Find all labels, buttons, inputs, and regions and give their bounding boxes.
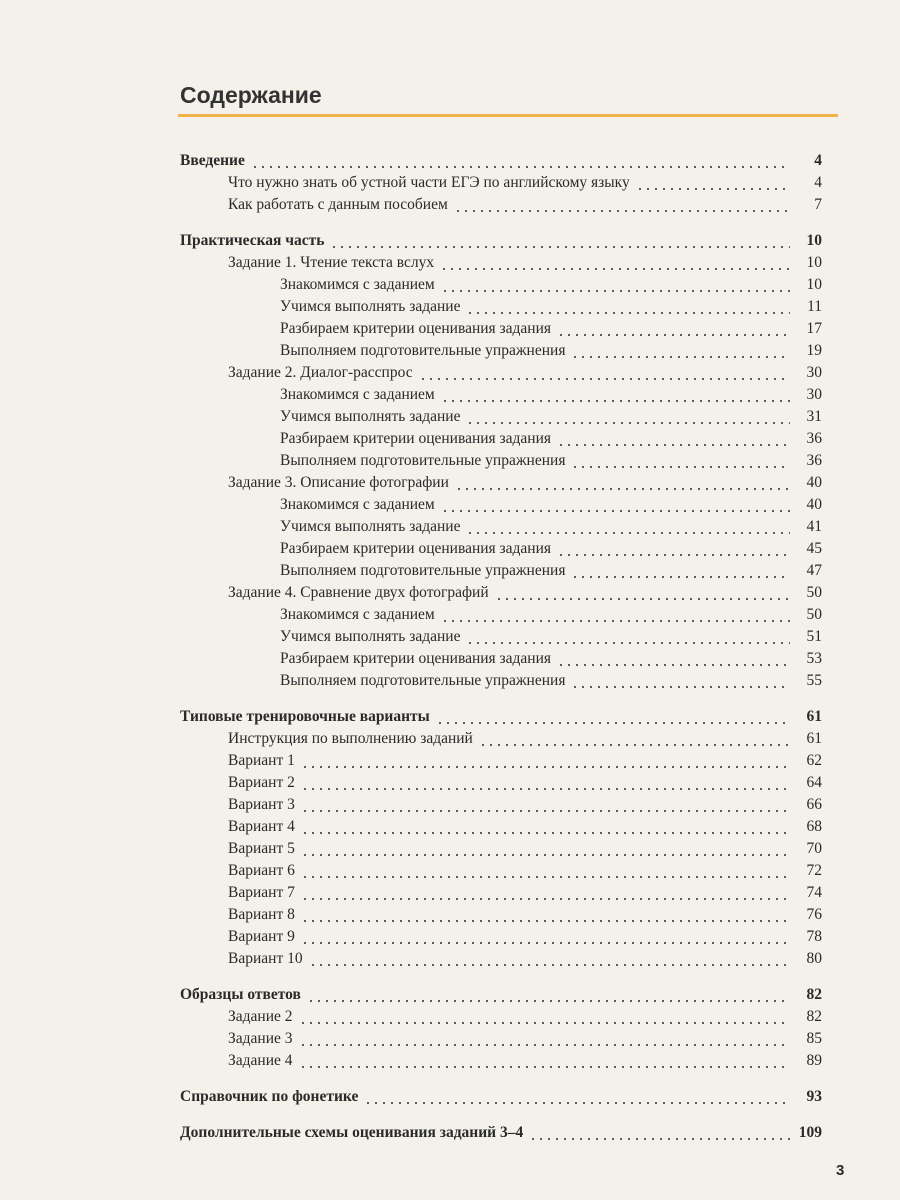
entry-page: 78 — [806, 928, 822, 945]
entry-title: Разбираем критерии оценивания задания — [280, 430, 552, 447]
toc-entry[interactable] — [180, 838, 822, 860]
dot-leader — [301, 794, 790, 816]
entry-title: Задание 3 — [228, 1030, 293, 1047]
entry-title: Учимся выполнять задание — [280, 298, 461, 315]
entry-page: 36 — [806, 452, 822, 469]
entry-page: 70 — [806, 840, 822, 857]
entry-title: Знакомимся с заданием — [280, 606, 435, 623]
toc-entry[interactable] — [180, 472, 822, 494]
entry-page: 30 — [806, 386, 822, 403]
entry-page: 30 — [806, 364, 822, 381]
toc-section — [180, 146, 822, 216]
entry-title: Справочник по фонетике — [180, 1088, 359, 1105]
entry-page: 41 — [806, 518, 822, 535]
entry-page: 61 — [806, 730, 822, 747]
dot-leader — [557, 428, 790, 450]
dot-leader — [299, 1050, 790, 1072]
dot-leader — [309, 948, 790, 970]
dot-leader — [307, 984, 790, 1006]
entry-page: 4 — [814, 174, 822, 191]
toc-entry[interactable] — [180, 772, 822, 794]
toc-entry[interactable] — [180, 860, 822, 882]
entry-title: Задание 4 — [228, 1052, 293, 1069]
entry-title: Учимся выполнять задание — [280, 518, 461, 535]
toc-section-heading[interactable] — [180, 980, 822, 1006]
toc-entry[interactable] — [180, 516, 822, 538]
dot-leader — [529, 1122, 790, 1144]
toc-entry[interactable] — [180, 604, 822, 626]
toc-section — [180, 980, 822, 1072]
entry-page: 93 — [806, 1088, 822, 1105]
toc-entry[interactable] — [180, 750, 822, 772]
entry-title: Учимся выполнять задание — [280, 408, 461, 425]
entry-title: Как работать с данным пособием — [228, 196, 448, 213]
dot-leader — [441, 604, 790, 626]
toc-entry[interactable] — [180, 362, 822, 384]
entry-page: 68 — [806, 818, 822, 835]
entry-page: 74 — [806, 884, 822, 901]
toc-entry[interactable] — [180, 882, 822, 904]
entry-page: 61 — [806, 708, 822, 725]
entry-title: Знакомимся с заданием — [280, 386, 435, 403]
toc-section — [180, 1118, 822, 1144]
entry-title: Вариант 3 — [228, 796, 295, 813]
toc-entry[interactable] — [180, 428, 822, 450]
dot-leader — [557, 648, 790, 670]
entry-page: 82 — [806, 986, 822, 1003]
dot-leader — [441, 274, 790, 296]
entry-title: Задание 1. Чтение текста вслух — [228, 254, 435, 271]
toc-entry[interactable] — [180, 274, 822, 296]
toc-section-heading[interactable] — [180, 226, 822, 252]
entry-page: 10 — [806, 276, 822, 293]
toc-section — [180, 702, 822, 970]
entry-title: Задание 2. Диалог-расспрос — [228, 364, 413, 381]
entry-page: 40 — [806, 496, 822, 513]
entry-page: 66 — [806, 796, 822, 813]
dot-leader — [571, 450, 790, 472]
entry-title: Вариант 5 — [228, 840, 295, 857]
entry-page: 10 — [806, 232, 822, 249]
entry-page: 10 — [806, 254, 822, 271]
entry-title: Вариант 4 — [228, 818, 295, 835]
toc-entry[interactable] — [180, 948, 822, 970]
entry-page: 11 — [807, 298, 822, 315]
entry-page: 36 — [806, 430, 822, 447]
toc-entry[interactable] — [180, 794, 822, 816]
page-title: Содержание — [180, 82, 322, 108]
entry-page: 53 — [806, 650, 822, 667]
entry-page: 31 — [806, 408, 822, 425]
entry-page: 72 — [806, 862, 822, 879]
entry-title: Вариант 7 — [228, 884, 295, 901]
toc-entry[interactable] — [180, 384, 822, 406]
toc-section-heading[interactable] — [180, 702, 822, 728]
dot-leader — [301, 816, 790, 838]
entry-page: 50 — [806, 584, 822, 601]
title-underline — [178, 114, 838, 117]
dot-leader — [466, 516, 790, 538]
toc-entry[interactable] — [180, 582, 822, 604]
entry-title: Вариант 9 — [228, 928, 295, 945]
entry-title: Выполняем подготовительные упражнения — [280, 342, 566, 359]
entry-page: 80 — [806, 950, 822, 967]
entry-title: Разбираем критерии оценивания задания — [280, 650, 552, 667]
entry-title: Образцы ответов — [180, 986, 301, 1003]
entry-title: Введение — [180, 152, 245, 169]
dot-leader — [441, 494, 790, 516]
entry-title: Выполняем подготовительные упражнения — [280, 672, 566, 689]
entry-page: 40 — [806, 474, 822, 491]
toc-entry[interactable] — [180, 816, 822, 838]
toc-entry[interactable] — [180, 538, 822, 560]
entry-title: Дополнительные схемы оценивания заданий 3–4 — [180, 1124, 524, 1141]
entry-title: Инструкция по выполнению заданий — [228, 730, 473, 747]
dot-leader — [299, 1028, 790, 1050]
entry-title: Вариант 2 — [228, 774, 295, 791]
entry-title: Разбираем критерии оценивания задания — [280, 540, 552, 557]
dot-leader — [636, 172, 790, 194]
dot-leader — [571, 670, 790, 692]
dot-leader — [571, 560, 790, 582]
dot-leader — [466, 406, 790, 428]
toc-section-heading[interactable] — [180, 1118, 822, 1144]
entry-title: Знакомимся с заданием — [280, 276, 435, 293]
toc-entry[interactable] — [180, 494, 822, 516]
toc-entry[interactable] — [180, 670, 822, 692]
toc-section — [180, 226, 822, 692]
entry-page: 76 — [806, 906, 822, 923]
dot-leader — [301, 750, 790, 772]
entry-title: Выполняем подготовительные упражнения — [280, 452, 566, 469]
entry-page: 50 — [806, 606, 822, 623]
toc-section — [180, 1082, 822, 1108]
toc-section-heading[interactable] — [180, 146, 822, 172]
entry-title: Задание 2 — [228, 1008, 293, 1025]
dot-leader — [571, 340, 790, 362]
dot-leader — [301, 926, 790, 948]
dot-leader — [364, 1086, 790, 1108]
entry-title: Задание 3. Описание фотографии — [228, 474, 449, 491]
entry-title: Выполняем подготовительные упражнения — [280, 562, 566, 579]
toc-entry[interactable] — [180, 406, 822, 428]
entry-title: Вариант 6 — [228, 862, 295, 879]
table-of-contents — [180, 146, 822, 1154]
dot-leader — [454, 194, 790, 216]
entry-title: Вариант 8 — [228, 906, 295, 923]
toc-entry[interactable] — [180, 450, 822, 472]
entry-page: 47 — [806, 562, 822, 579]
entry-page: 64 — [806, 774, 822, 791]
toc-entry[interactable] — [180, 648, 822, 670]
entry-title: Задание 4. Сравнение двух фотографий — [228, 584, 489, 601]
entry-title: Практическая часть — [180, 232, 325, 249]
toc-entry[interactable] — [180, 296, 822, 318]
entry-page: 82 — [806, 1008, 822, 1025]
toc-entry[interactable] — [180, 626, 822, 648]
entry-title: Разбираем критерии оценивания задания — [280, 320, 552, 337]
entry-title: Учимся выполнять задание — [280, 628, 461, 645]
entry-title: Вариант 1 — [228, 752, 295, 769]
dot-leader — [301, 838, 790, 860]
dot-leader — [479, 728, 790, 750]
page-number: 3 — [836, 1162, 845, 1179]
entry-page: 19 — [806, 342, 822, 359]
entry-title: Что нужно знать об устной части ЕГЭ по английскому языку — [228, 174, 630, 191]
entry-page: 89 — [806, 1052, 822, 1069]
dot-leader — [440, 252, 790, 274]
entry-page: 45 — [806, 540, 822, 557]
entry-page: 109 — [798, 1124, 822, 1141]
toc-entry[interactable] — [180, 904, 822, 926]
toc-entry[interactable] — [180, 1028, 822, 1050]
toc-entry[interactable] — [180, 1006, 822, 1028]
toc-section-heading[interactable] — [180, 1082, 822, 1108]
entry-title: Типовые тренировочные варианты — [180, 708, 430, 725]
entry-page: 62 — [806, 752, 822, 769]
dot-leader — [419, 362, 790, 384]
entry-page: 7 — [814, 196, 822, 213]
dot-leader — [455, 472, 790, 494]
entry-title: Вариант 10 — [228, 950, 303, 967]
dot-leader — [436, 706, 790, 728]
dot-leader — [466, 296, 790, 318]
toc-entry[interactable] — [180, 172, 822, 194]
toc-entry[interactable] — [180, 926, 822, 948]
dot-leader — [466, 626, 790, 648]
toc-entry[interactable] — [180, 340, 822, 362]
dot-leader — [495, 582, 790, 604]
dot-leader — [301, 772, 790, 794]
dot-leader — [330, 230, 790, 252]
toc-entry[interactable] — [180, 560, 822, 582]
entry-page: 85 — [806, 1030, 822, 1047]
entry-page: 17 — [806, 320, 822, 337]
dot-leader — [557, 318, 790, 340]
toc-entry[interactable] — [180, 194, 822, 216]
dot-leader — [301, 882, 790, 904]
entry-page: 4 — [814, 152, 822, 169]
toc-entry[interactable] — [180, 252, 822, 274]
toc-entry[interactable] — [180, 318, 822, 340]
toc-entry[interactable] — [180, 728, 822, 750]
dot-leader — [441, 384, 790, 406]
dot-leader — [301, 860, 790, 882]
dot-leader — [299, 1006, 790, 1028]
dot-leader — [557, 538, 790, 560]
toc-entry[interactable] — [180, 1050, 822, 1072]
entry-page: 55 — [806, 672, 822, 689]
dot-leader — [251, 150, 790, 172]
entry-title: Знакомимся с заданием — [280, 496, 435, 513]
dot-leader — [301, 904, 790, 926]
entry-page: 51 — [806, 628, 822, 645]
